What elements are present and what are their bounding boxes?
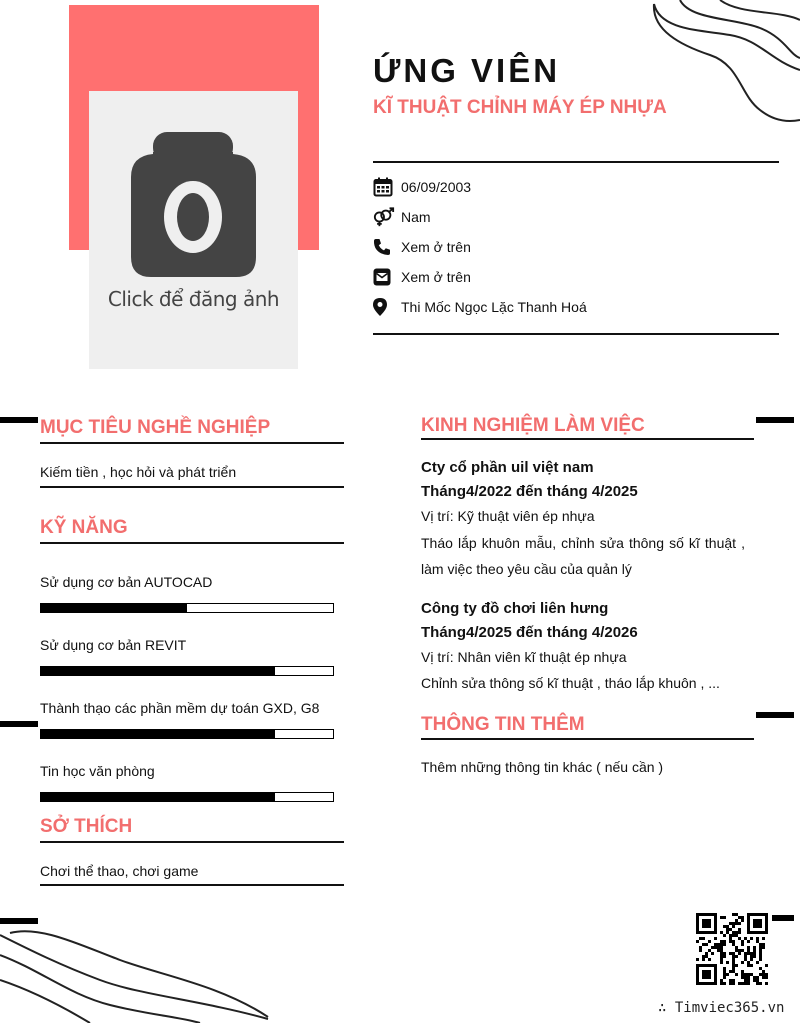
skill-bar-fill — [41, 793, 275, 801]
info-top-divider — [373, 161, 779, 163]
decorative-dash — [0, 417, 38, 423]
decorative-dash — [756, 712, 794, 718]
location-icon — [373, 297, 395, 317]
job-period: Tháng4/2022 đến tháng 4/2025 — [421, 483, 638, 500]
skill-bar — [40, 792, 334, 802]
skill-bar — [40, 729, 334, 739]
email-value: Xem ở trên — [401, 269, 471, 285]
skills-divider — [40, 542, 344, 544]
email-icon — [373, 267, 395, 287]
skill-bar — [40, 603, 334, 613]
skill-label: Sử dụng cơ bản AUTOCAD — [40, 574, 213, 590]
info-address — [373, 297, 587, 317]
info-email — [373, 267, 471, 287]
career-goal-text: Kiếm tiền , học hỏi và phát triển — [40, 464, 237, 480]
skill-label: Tin học văn phòng — [40, 763, 155, 779]
job-description: Chỉnh sửa thông số kĩ thuật , tháo lắp khuôn , ... — [421, 675, 720, 691]
job-period: Tháng4/2025 đến tháng 4/2026 — [421, 624, 638, 641]
job-company: Cty cổ phần uil việt nam — [421, 459, 594, 476]
address-value: Thi Mốc Ngọc Lặc Thanh Hoá — [401, 299, 587, 315]
decorative-waves-bottom — [0, 925, 270, 1023]
info-birthday — [373, 177, 471, 197]
decorative-dash — [756, 417, 794, 423]
camera-icon[interactable] — [131, 132, 256, 277]
decorative-dash — [772, 915, 794, 921]
skill-bar-fill — [41, 730, 275, 738]
info-gender — [373, 207, 431, 227]
job-description: Tháo lắp khuôn mẫu, chỉnh sửa thông số kĩ thuật , làm việc theo yêu cầu của quản lý — [421, 535, 745, 577]
skill-bar — [40, 666, 334, 676]
skill-label: Sử dụng cơ bản REVIT — [40, 637, 187, 653]
career-goal-title: MỤC TIÊU NGHỀ NGHIỆP — [40, 417, 271, 438]
job-position: Vị trí: Nhân viên kĩ thuật ép nhựa — [421, 649, 627, 665]
hobbies-divider — [40, 841, 344, 843]
info-phone — [373, 237, 471, 257]
phone-value: Xem ở trên — [401, 239, 471, 255]
hobbies-bottom-divider — [40, 884, 344, 886]
additional-info-divider — [421, 738, 754, 740]
job-title: KĨ THUẬT CHỈNH MÁY ÉP NHỰA — [373, 97, 667, 118]
skill-label: Thành thạo các phần mềm dự toán GXD, G8 — [40, 700, 320, 716]
calendar-icon — [373, 177, 395, 197]
decorative-dash — [0, 918, 38, 924]
career-goal-bottom-divider — [40, 486, 344, 488]
additional-info-text: Thêm những thông tin khác ( nếu cần ) — [421, 759, 664, 775]
phone-icon — [373, 237, 395, 257]
decorative-dash — [0, 721, 38, 727]
qr-code-icon — [696, 913, 768, 985]
job-position: Vị trí: Kỹ thuật viên ép nhựa — [421, 508, 595, 524]
career-goal-divider — [40, 442, 344, 444]
hobbies-title: SỞ THÍCH — [40, 816, 133, 837]
info-bottom-divider — [373, 333, 779, 335]
gender-icon — [373, 207, 395, 227]
job-company: Công ty đồ chơi liên hưng — [421, 600, 609, 617]
additional-info-title: THÔNG TIN THÊM — [421, 714, 585, 735]
experience-divider — [421, 438, 754, 440]
footer-brand: ∴ Timviec365.vn — [658, 1000, 785, 1016]
skill-bar-fill — [41, 604, 187, 612]
skills-title: KỸ NĂNG — [40, 517, 128, 538]
gender-value: Nam — [401, 209, 431, 225]
experience-title: KINH NGHIỆM LÀM VIỆC — [421, 415, 645, 436]
birthday-value: 06/09/2003 — [401, 179, 472, 195]
hobbies-text: Chơi thể thao, chơi game — [40, 863, 199, 879]
skill-bar-fill — [41, 667, 275, 675]
photo-caption[interactable]: Click để đăng ảnh — [107, 287, 280, 311]
candidate-name: ỨNG VIÊN — [373, 52, 561, 89]
